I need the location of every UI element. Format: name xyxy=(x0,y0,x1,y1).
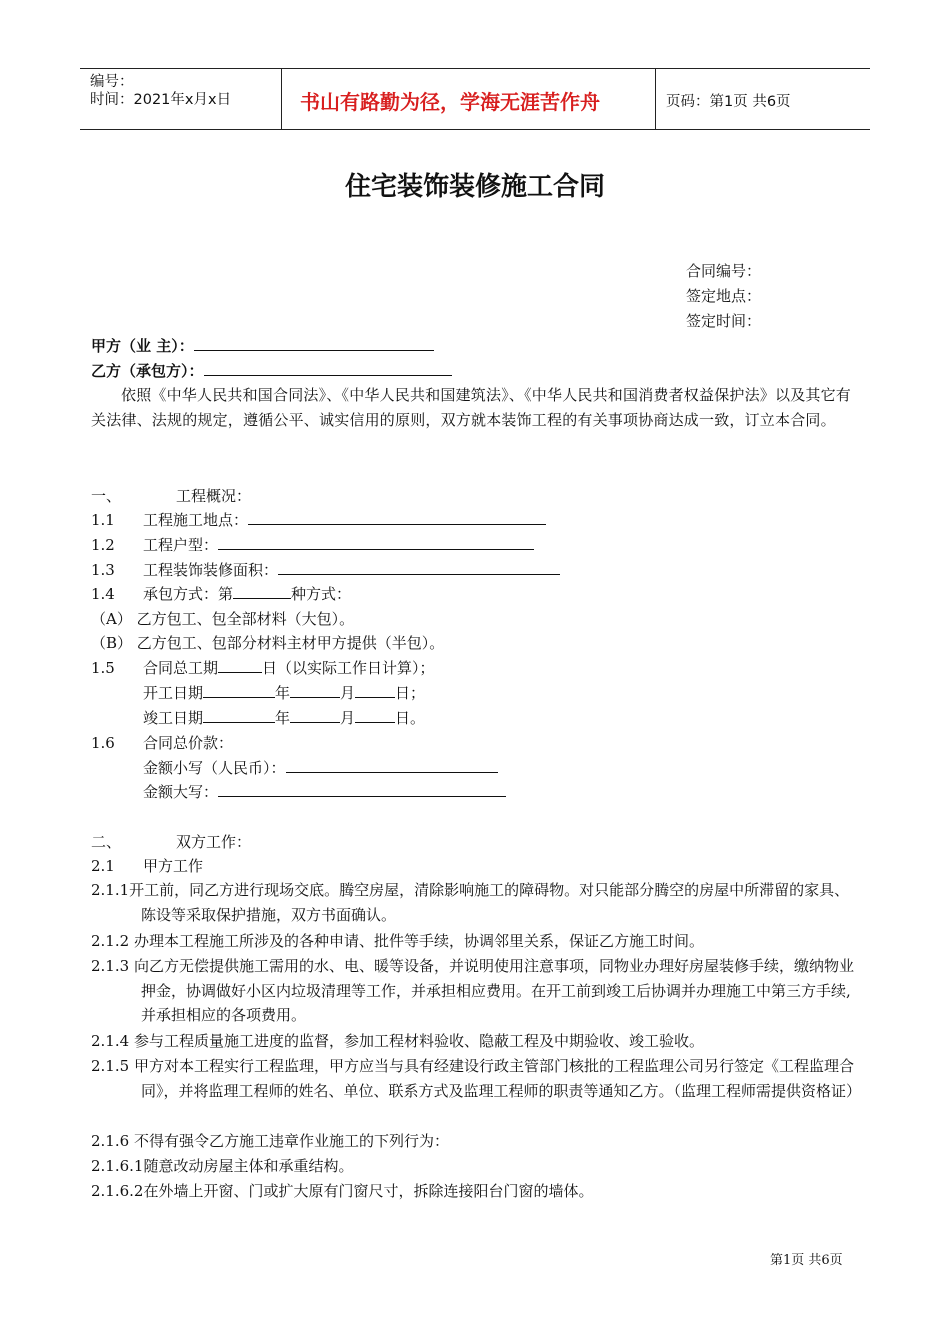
section-1-heading: 工程概况： xyxy=(176,487,252,505)
clause-2-1-6-number: 2.1.6 xyxy=(91,1132,130,1150)
end-month-blank xyxy=(290,707,340,723)
start-day-unit: 日； xyxy=(395,684,426,702)
clause-1-1-number: 1.1 xyxy=(91,511,115,529)
clause-1-6-text: 合同总价款： xyxy=(143,734,234,752)
clause-1-3-blank xyxy=(278,559,560,575)
clause-2-1-4-number: 2.1.4 xyxy=(91,1032,130,1050)
clause-2-1-6-1-text: 随意改动房屋主体和承重结构。 xyxy=(143,1157,354,1175)
header-bottom-border xyxy=(80,129,870,130)
clause-2-1-6-text: 不得有强令乙方施工违章作业施工的下列行为： xyxy=(133,1132,449,1150)
clause-1-5-blank xyxy=(218,657,262,673)
doc-date-label: 时间：2021年x月x日 xyxy=(90,92,232,108)
section-1-number: 一、 xyxy=(91,487,122,505)
party-b-row xyxy=(91,359,452,383)
clause-1-3 xyxy=(143,558,560,582)
clause-1-4-number: 1.4 xyxy=(91,585,115,603)
sign-place-label: 签定地点： xyxy=(686,287,762,305)
clause-2-1-2-number: 2.1.2 xyxy=(91,932,130,950)
header-page-info: 页码：第1页 共6页 xyxy=(666,94,791,110)
start-month-unit: 月 xyxy=(340,684,356,702)
clause-2-1-5-text: 甲方对本工程实行工程监理，甲方应当与具有经建设行政主管部门核批的工程监理公司另行签定《工程监理合同》，并将监理工程师的姓名、单位、联系方式及监理工程师的职责等通知乙方。（监理工程师需提供资格证） xyxy=(133,1057,862,1100)
sign-time-label: 签定时间： xyxy=(686,312,762,330)
clause-2-1-6-2 xyxy=(91,1179,861,1204)
amount-small-label: 金额小写（人民币）： xyxy=(143,759,286,777)
start-day-blank xyxy=(355,682,395,698)
start-year-unit: 年 xyxy=(275,684,291,702)
clause-2-1-6 xyxy=(91,1129,861,1154)
amount-small-row xyxy=(143,756,498,780)
clause-1-1-blank xyxy=(248,509,546,525)
clause-1-3-text: 工程装饰装修面积： xyxy=(143,561,279,579)
clause-2-1-1 xyxy=(91,878,861,927)
party-b-label: 乙方（承包方）： xyxy=(91,362,204,380)
clause-2-1-6-1-number: 2.1.6.1 xyxy=(91,1157,144,1175)
clause-2-1-1-text: 开工前，同乙方进行现场交底。腾空房屋，清除影响施工的障碍物。对只能部分腾空的房屋中所滞留的家具、陈设等采取保护措施，双方书面确认。 xyxy=(129,881,850,924)
option-a: （A） 乙方包工、包全部材料（大包）。 xyxy=(91,610,355,628)
option-b: （B） 乙方包工、包部分材料主材甲方提供（半包）。 xyxy=(91,634,445,652)
start-year-blank xyxy=(203,682,275,698)
clause-2-1-5 xyxy=(91,1054,861,1103)
clause-2-1-3-number: 2.1.3 xyxy=(91,957,130,975)
clause-1-4 xyxy=(143,582,351,606)
end-year-unit: 年 xyxy=(275,709,291,727)
clause-1-5-text-b: 日（以实际工作日计算）； xyxy=(262,659,435,677)
clause-1-4-text-a: 承包方式：第 xyxy=(143,585,234,603)
intro-paragraph: 依照《中华人民共和国合同法》、《中华人民共和国建筑法》、《中华人民共和国消费者权益保护法》以及其它有关法律、法规的规定，遵循公平、诚实信用的原则，双方就本装饰工程的有关事项协商达成一致，订立本合同。 xyxy=(91,386,852,429)
doc-number-label: 编号： xyxy=(90,74,134,90)
start-date-row xyxy=(143,681,425,705)
amount-big-blank xyxy=(218,781,506,797)
clause-2-1-4 xyxy=(91,1029,861,1054)
clause-2-1-2 xyxy=(91,929,861,954)
clause-1-5-text-a: 合同总工期 xyxy=(143,659,219,677)
clause-2-1-2-text: 办理本工程施工所涉及的各种申请、批件等手续，协调邻里关系，保证乙方施工时间。 xyxy=(133,932,704,950)
amount-big-label: 金额大写： xyxy=(143,783,219,801)
section-2-number: 二、 xyxy=(91,833,122,851)
clause-1-1 xyxy=(143,508,546,532)
clause-1-5-number: 1.5 xyxy=(91,659,115,677)
header-divider-2 xyxy=(655,68,656,130)
clause-1-3-number: 1.3 xyxy=(91,561,115,579)
clause-1-4-blank xyxy=(233,583,291,599)
clause-2-1-5-number: 2.1.5 xyxy=(91,1057,130,1075)
party-b-blank xyxy=(204,360,452,376)
document-title: 住宅装饰装修施工合同 xyxy=(344,172,605,202)
clause-1-4-text-b: 种方式： xyxy=(291,585,352,603)
header-top-border xyxy=(80,68,870,69)
page-footer: 第1页 共6页 xyxy=(770,1253,843,1268)
clause-2-1-number: 2.1 xyxy=(91,857,115,875)
party-a-label: 甲方（业 主）： xyxy=(91,337,194,355)
end-date-label: 竣工日期 xyxy=(143,709,204,727)
header-motto: 书山有路勤为径，学海无涯苦作舟 xyxy=(300,90,600,114)
end-date-row xyxy=(143,706,425,730)
clause-2-1-4-text: 参与工程质量施工进度的监督，参加工程材料验收、隐蔽工程及中期验收、竣工验收。 xyxy=(133,1032,704,1050)
clause-2-1-3 xyxy=(91,954,861,1028)
clause-2-1-6-2-number: 2.1.6.2 xyxy=(91,1182,144,1200)
party-a-blank xyxy=(194,335,434,351)
contract-number-label: 合同编号： xyxy=(686,262,762,280)
clause-1-6-number: 1.6 xyxy=(91,734,115,752)
clause-2-1-3-text: 向乙方无偿提供施工需用的水、电、暖等设备，并说明使用注意事项，同物业办理好房屋装修手续，缴纳物业押金，协调做好小区内垃圾清理等工作，并承担相应费用。在开工前到竣工后协调并办理施工中第三方手续,并承担相应的各项费用。 xyxy=(133,957,854,1024)
clause-1-2-blank xyxy=(218,534,534,550)
clause-2-1-text: 甲方工作 xyxy=(143,857,204,875)
clause-1-2-number: 1.2 xyxy=(91,536,115,554)
amount-small-blank xyxy=(286,757,498,773)
end-day-blank xyxy=(355,707,395,723)
clause-2-1-6-2-text: 在外墙上开窗、门或扩大原有门窗尺寸，拆除连接阳台门窗的墙体。 xyxy=(143,1182,594,1200)
start-date-label: 开工日期 xyxy=(143,684,204,702)
amount-big-row xyxy=(143,780,506,804)
end-month-unit: 月 xyxy=(340,709,356,727)
header-divider-1 xyxy=(281,68,282,130)
end-day-unit: 日。 xyxy=(395,709,426,727)
party-a-row xyxy=(91,334,434,358)
section-2-heading: 双方工作： xyxy=(176,833,252,851)
clause-1-1-text: 工程施工地点： xyxy=(143,511,249,529)
start-month-blank xyxy=(290,682,340,698)
clause-2-1-1-number: 2.1.1 xyxy=(91,881,130,899)
clause-2-1-6-1 xyxy=(91,1154,861,1179)
clause-1-5 xyxy=(143,656,435,680)
end-year-blank xyxy=(203,707,275,723)
clause-1-2-text: 工程户型： xyxy=(143,536,219,554)
clause-1-2 xyxy=(143,533,534,557)
